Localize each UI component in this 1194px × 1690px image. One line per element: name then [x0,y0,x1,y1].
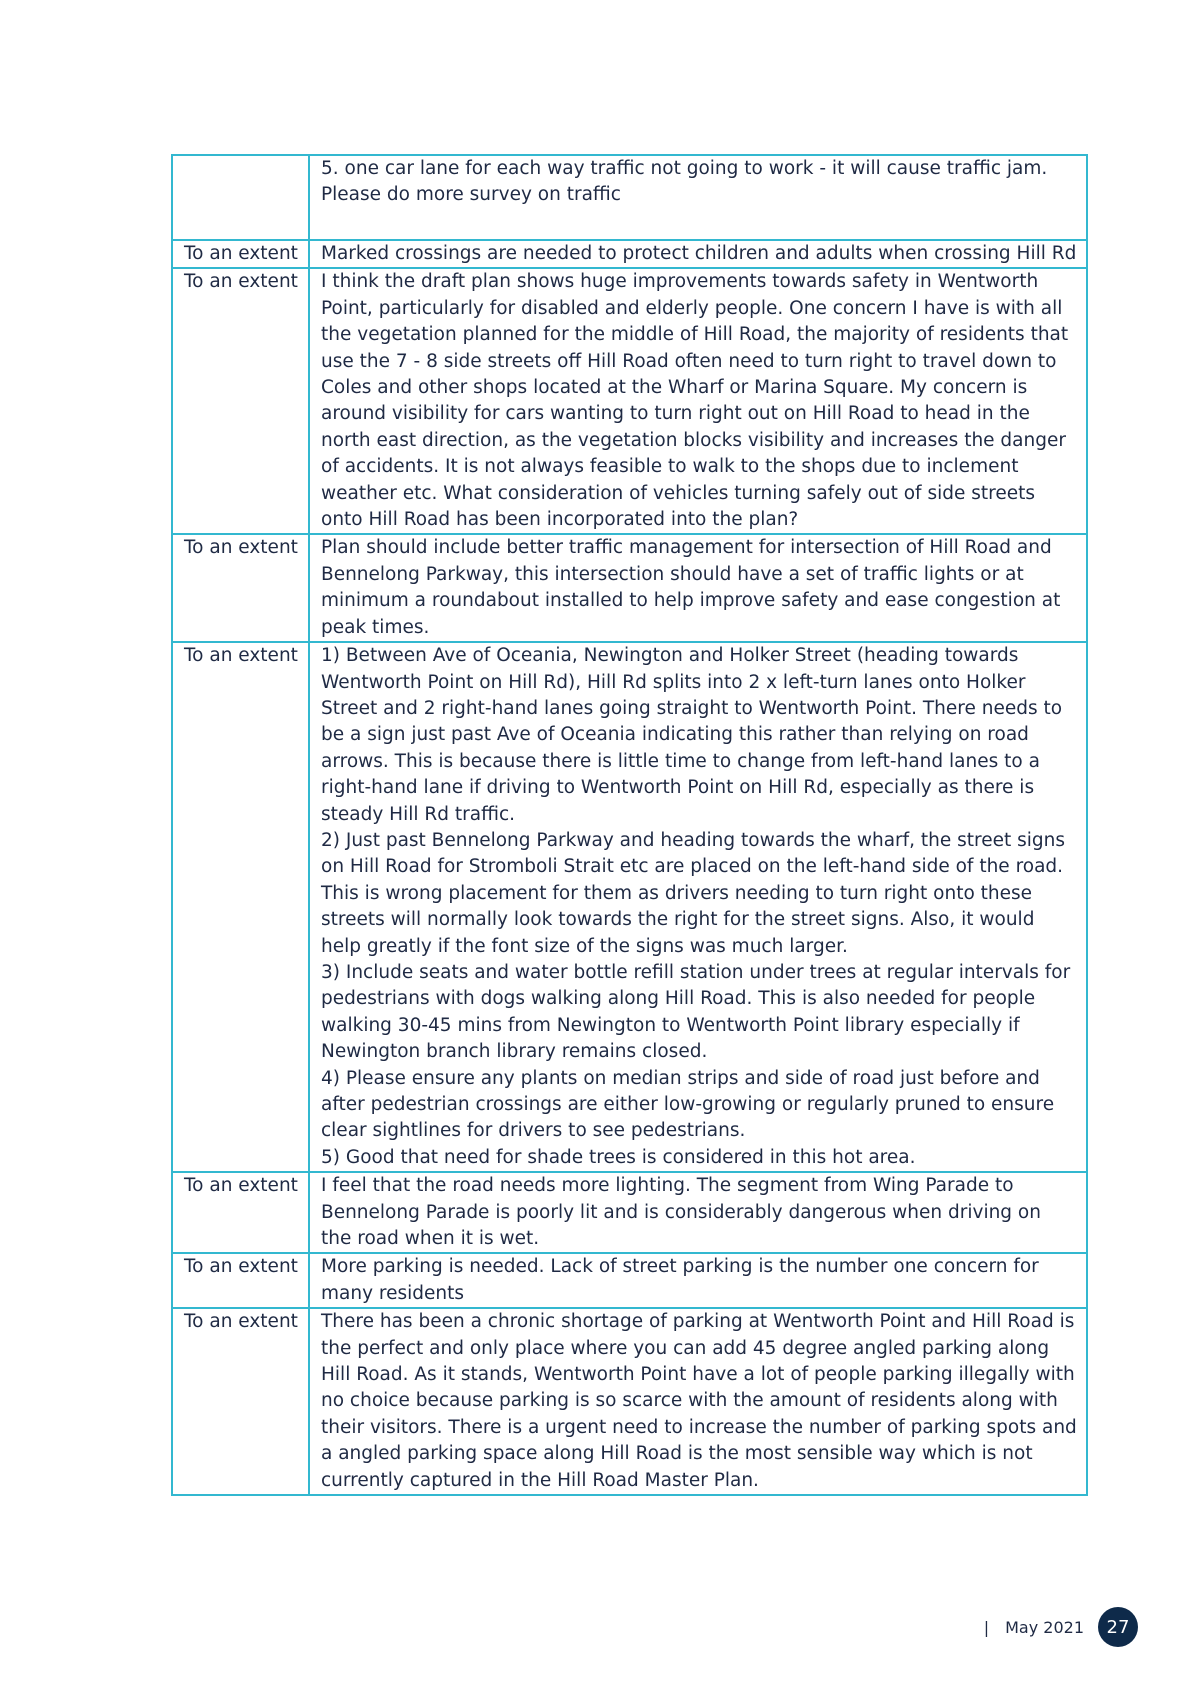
comment-cell [309,642,1087,1172]
rating-cell: To an extent [172,642,309,1172]
table-body [172,155,1087,1495]
comment-paragraph: 3) Include seats and water bottle refill station under trees at regular intervals for pedestrians with dogs walking along Hill Road. This is also needed for people walking 30-45 mins from Newington to Wentworth Point library especially if Newington branch library remains closed. [321,961,1071,1063]
comment-paragraph: 4) Please ensure any plants on median strips and side of road just before and after pedestrian crossings are either low-growing or regularly pruned to ensure clear sightlines for drivers to see pedestrians. [321,1067,1055,1142]
comment-paragraph: Plan should include better traffic management for intersection of Hill Road and Bennelong Parkway, this intersection should have a set of traffic lights or at minimum a roundabout installed to help improve safety and ease congestion at peak times. [321,537,1061,638]
comment-paragraph: 5. one car lane for each way traffic not going to work - it will cause traffic jam. Please do more survey on traffic [321,158,1048,206]
comment-paragraph: 1) Between Ave of Oceania, Newington and Holker Street (heading towards Wentworth Point on Hill Rd), Hill Rd splits into 2 x left-turn lanes onto Holker Street and 2 right-hand lanes going straight to Wentworth Point. There needs to be a sign just past Ave of Oceania indicating this rather than relying on road arrows. This is because there is little time to change from left-hand lanes to a right-hand lane if driving to Wentworth Point on Hill Rd, especially as there is steady Hill Rd traffic. [321,645,1063,825]
comment-paragraph: There has been a chronic shortage of parking at Wentworth Point and Hill Road is the perfect and only place where you can add 45 degree angled parking along Hill Road. As it stands, Wentworth Point have a lot of people parking illegally with no choice because parking is so scarce with the amount of residents along with their visitors. There is a urgent need to increase the number of parking spots and a angled parking space along Hill Road is the most sensible way which is not currently captured in the Hill Road Master Plan. [321,1311,1077,1491]
comment-cell [309,534,1087,642]
comment-paragraph: 2) Just past Bennelong Parkway and heading towards the wharf, the street signs on Hill Road for Stromboli Strait etc are placed on the left-hand side of the road. This is wrong placement for them as drivers needing to turn right onto these streets will normally look towards the right for the street signs. Also, it would help greatly if the font size of the signs was much larger. [321,829,1066,957]
table-row [172,534,1087,642]
rating-cell: To an extent [172,534,309,642]
table-row [172,1172,1087,1253]
footer-separator: | [983,1617,990,1637]
footer-date: May 2021 [1005,1617,1084,1637]
comment-cell [309,268,1087,534]
page-footer [984,1607,1138,1647]
rating-cell: To an extent [172,240,309,268]
rating-cell: To an extent [172,1308,309,1495]
comment-cell [309,1172,1087,1253]
rating-cell: To an extent [172,1172,309,1253]
rating-cell [172,155,309,240]
table-row [172,240,1087,268]
comment-cell [309,155,1087,240]
comment-cell [309,1308,1087,1495]
rating-cell: To an extent [172,268,309,534]
comment-paragraph: I think the draft plan shows huge improvements towards safety in Wentworth Point, particularly for disabled and elderly people. One concern I have is with all the vegetation planned for the middle of Hill Road, the majority of residents that use the 7 - 8 side streets off Hill Road often need to turn right to travel down to Coles and other shops located at the Wharf or Marina Square. My concern is around visibility for cars wanting to turn right out on Hill Road to head in the north east direction, as the vegetation blocks visibility and increases the danger of accidents. It is not always feasible to walk to the shops due to inclement weather etc. What consideration of vehicles turning safely out of side streets onto Hill Road has been incorporated into the plan? [321,271,1069,531]
page-number-badge: 27 [1098,1607,1138,1647]
comment-cell [309,240,1087,268]
rating-cell: To an extent [172,1253,309,1308]
table-row [172,1253,1087,1308]
comment-cell [309,1253,1087,1308]
table-row [172,642,1087,1172]
table-row [172,1308,1087,1495]
comment-paragraph: Marked crossings are needed to protect children and adults when crossing Hill Rd [321,243,1077,264]
comment-paragraph: I feel that the road needs more lighting. The segment from Wing Parade to Bennelong Parade is poorly lit and is considerably dangerous when driving on the road when it is wet. [321,1175,1041,1250]
feedback-table [171,154,1088,1496]
comment-paragraph: More parking is needed. Lack of street parking is the number one concern for many residents [321,1256,1039,1304]
table-row [172,268,1087,534]
comment-paragraph: 5) Good that need for shade trees is considered in this hot area. [321,1146,916,1168]
table-row [172,155,1087,240]
